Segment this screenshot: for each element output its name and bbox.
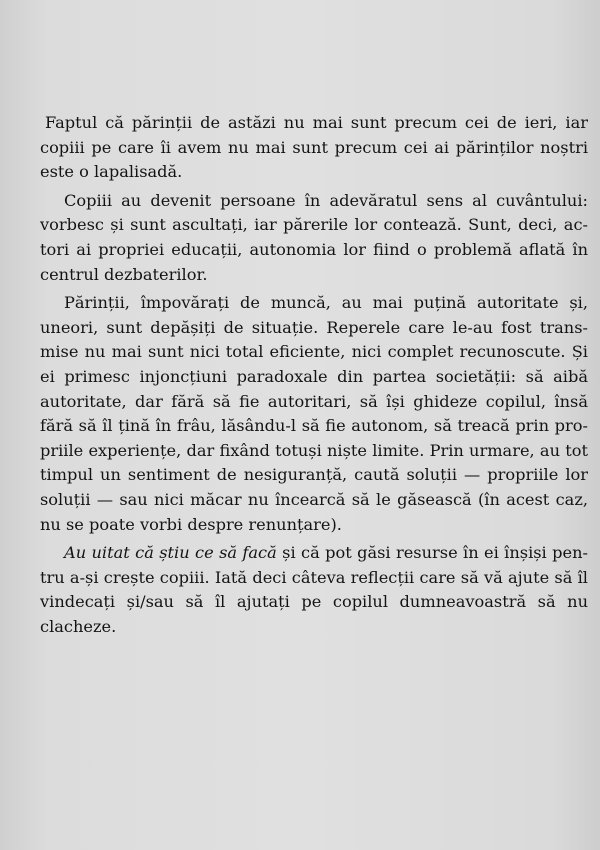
paragraph-3 — [40, 291, 588, 537]
paragraph-4-text: și că pot găsi resurse în ei înșiși pentru a-și crește copiii. Iată deci câteva reflecții care să vă ajute să îl vindecați și/sau să îl ajutați pe copilul dumneavoastră să nu clacheze. — [40, 543, 588, 636]
paragraph-2 — [40, 189, 588, 287]
paragraph-2-text: Copiii au devenit persoane în adevăratul sens al cuvântului: vorbesc și sunt ascultați, iar părerile lor contează. Sunt, deci, actori ai propriei educații, autonomia lor fiind o problemă aflată în centrul dezbaterilor. — [40, 190, 588, 284]
page-body — [40, 111, 588, 643]
paragraph-4-italic-text: Au uitat că știu ce să facă — [64, 543, 277, 563]
paragraph-3-text: Părinții, împovărați de muncă, au mai puțină autoritate și, uneori, sunt depășiți de situație. Reperele care le-au fost transmise nu mai sunt nici total eficiente, nici complet recunoscute. Și ei primesc injoncțiuni paradoxale din partea societății: să aibă autoritate, dar fără să fie autoritari, să își ghideze copilul, însă fără să îl țină în frâu, lăsându-l să fie autonom, să treacă prin propriile experiențe, dar fixând totuși niște limite. Prin urmare, au tot timpul un sentiment de nesiguranță, caută soluții — propriile lor soluții — sau nici măcar nu încearcă să le găsească (în acest caz, nu se poate vorbi despre renunțare). — [40, 293, 588, 534]
paragraph-1-text: Faptul că părinții de astăzi nu mai sunt precum cei de ieri, iar copiii pe care îi avem nu mai sunt precum cei ai părinților noștri este o lapalisadă. — [40, 113, 588, 182]
paragraph-1 — [40, 111, 588, 185]
paragraph-4 — [40, 541, 588, 639]
